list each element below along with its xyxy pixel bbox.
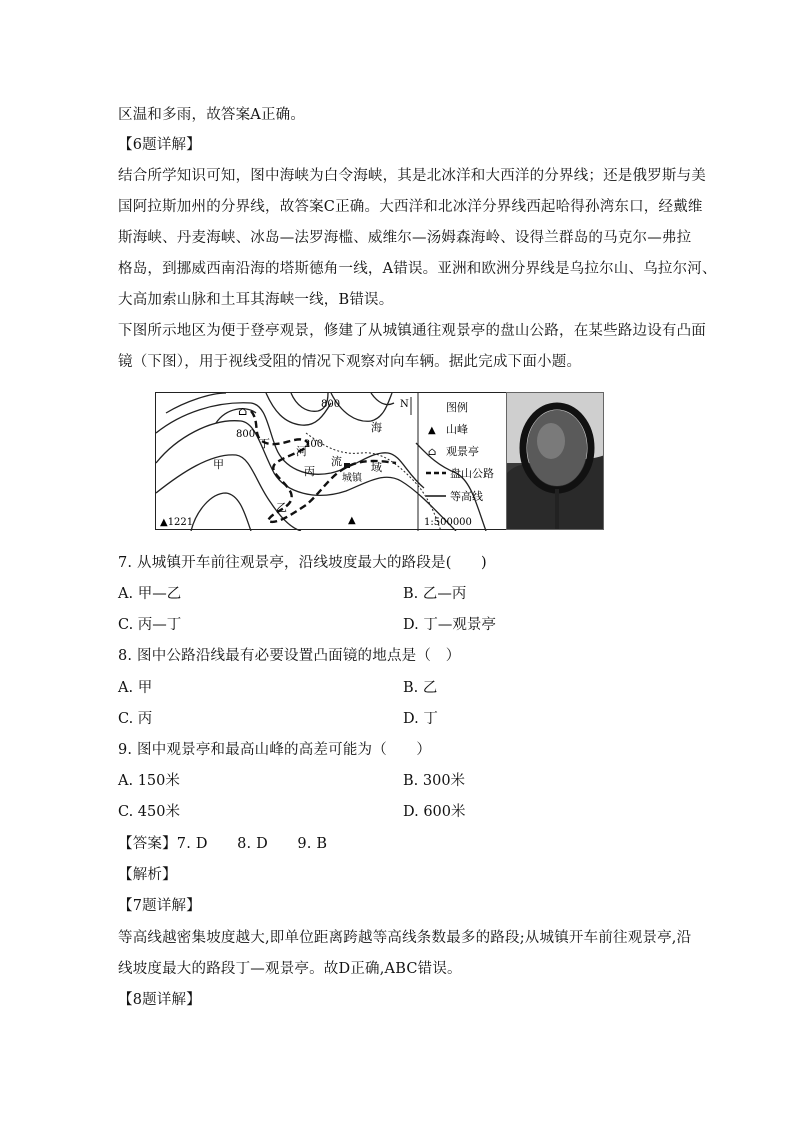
- pavilion-icon: ⌂: [238, 404, 248, 418]
- question-stem-9: 9. 图中观景亭和最高山峰的高差可能为（ ）: [118, 742, 432, 758]
- scale-label: 1:500000: [424, 517, 472, 528]
- legend-title: 图例: [446, 401, 468, 414]
- sea-label-1: 海: [371, 421, 382, 434]
- option-7d: D. 丁—观景亭: [403, 617, 496, 633]
- option-9a: A. 150米: [118, 773, 180, 789]
- option-8b: B. 乙: [403, 680, 438, 696]
- convex-mirror-image: [507, 393, 604, 530]
- legend-item-contour: 等高线: [450, 490, 483, 503]
- place-label-jia: 甲: [213, 458, 224, 471]
- analysis-heading: 【解析】: [118, 867, 177, 883]
- legend-item-road: 盘山公路: [450, 467, 494, 480]
- paragraph-line: 大高加索山脉和土耳其海峡一线，B错误。: [118, 292, 394, 308]
- contour-label-800-left: 800: [236, 429, 256, 440]
- place-label-bing: 丙: [304, 465, 315, 478]
- q7-detail-line: 线坡度最大的路段丁—观景亭。故D正确,ABC错误。: [118, 961, 462, 977]
- legend-item-pavilion: 观景亭: [446, 445, 479, 458]
- town-marker: [344, 463, 350, 468]
- river-label-1: 河: [296, 445, 307, 458]
- legend-item-peak: 山峰: [446, 423, 468, 436]
- legend-pavilion-icon: ⌂: [428, 445, 437, 458]
- option-8c: C. 丙: [118, 711, 153, 727]
- paragraph-line: 格岛，到挪威西南沿海的塔斯德角一线，A错误。亚洲和欧洲分界线是乌拉尔山、乌拉尔河、: [118, 261, 717, 277]
- option-7c: C. 丙—丁: [118, 617, 182, 633]
- option-9d: D. 600米: [403, 804, 466, 820]
- section-heading: 【6题详解】: [118, 137, 201, 153]
- paragraph-line: 斯海峡、丹麦海峡、冰岛—法罗海槛、威维尔—汤姆森海岭、设得兰群岛的马克尔—弗拉: [118, 230, 692, 246]
- paragraph-line: 结合所学知识可知，图中海峡为白令海峡，其是北冰洋和大西洋的分界线；还是俄罗斯与美: [118, 168, 706, 184]
- q7-detail-heading: 【7题详解】: [118, 898, 201, 914]
- option-9b: B. 300米: [403, 773, 466, 789]
- contour-label-800-top: 800: [321, 399, 341, 410]
- paragraph-line: 下图所示地区为便于登亭观景，修建了从城镇通往观景亭的盘山公路，在某些路边设有凸面: [118, 323, 706, 339]
- town-label: 城镇: [342, 473, 362, 484]
- peak-label: ▲1221: [160, 517, 194, 528]
- paragraph-line: 国阿拉斯加州的分界线，故答案C正确。大西洋和北冰洋分界线西起哈得孙湾东口，经戴维: [118, 199, 703, 215]
- option-8d: D. 丁: [403, 711, 438, 727]
- option-7a: A. 甲—乙: [118, 586, 182, 602]
- north-label: N: [400, 399, 409, 410]
- question-stem-8: 8. 图中公路沿线最有必要设置凸面镜的地点是（ ）: [118, 648, 461, 664]
- q8-detail-heading: 【8题详解】: [118, 992, 201, 1008]
- paragraph-line: 区温和多雨，故答案A正确。: [118, 107, 306, 123]
- peak-icon: ▲: [348, 515, 356, 526]
- legend-peak-icon: ▲: [428, 425, 436, 436]
- q7-detail-line: 等高线越密集坡度越大,即单位距离跨越等高线条数最多的路段;从城镇开车前往观景亭,沿: [118, 930, 692, 946]
- sea-label-2: 域: [371, 461, 382, 474]
- option-7b: B. 乙—丙: [403, 586, 467, 602]
- answer-line: 【答案】7. D 8. D 9. B: [118, 836, 328, 852]
- place-label-yi: 乙: [276, 501, 287, 514]
- question-stem-7: 7. 从城镇开车前往观景亭，沿线坡度最大的路段是( ): [118, 555, 487, 571]
- convex-mirror-photo: [506, 392, 604, 530]
- river-label-2: 流: [331, 455, 342, 468]
- option-8a: A. 甲: [118, 680, 153, 696]
- contour-label-200: 200: [304, 439, 324, 450]
- option-9c: C. 450米: [118, 804, 180, 820]
- paragraph-line: 镜（下图），用于视线受阻的情况下观察对向车辆。据此完成下面小题。: [118, 354, 582, 370]
- place-label-ding: 丁: [259, 437, 270, 450]
